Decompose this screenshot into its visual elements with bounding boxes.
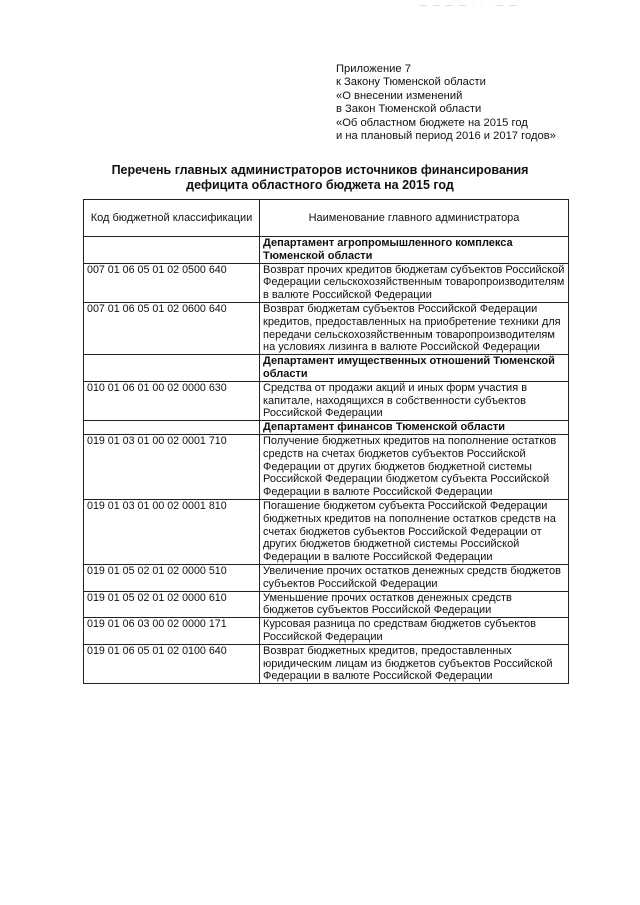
title-line-2: дефицита областного бюджета на 2015 год [186,178,454,192]
budget-code-cell [84,421,260,435]
budget-code-cell: 019 01 06 03 00 02 0000 171 [84,618,260,645]
budget-code-cell: 007 01 06 05 01 02 0500 640 [84,263,260,302]
administrator-name-cell: Возврат бюджетам субъектов Российской Федерации кредитов, предоставленных на приобретение техники для передачи сельскохозяйственным товаропроизводителям на условиях лизинга в валюте Российской Федерации [260,302,569,354]
column-header-code: Код бюджетной классификации [84,200,260,237]
department-name-cell: Департамент имущественных отношений Тюменской области [260,355,569,382]
department-name-cell: Департамент финансов Тюменской области [260,421,569,435]
administrator-name-cell: Возврат прочих кредитов бюджетам субъектов Российской Федерации сельскохозяйственным товаропроизводителям в валюте Российской Федерации [260,263,569,302]
administrator-name-cell: Погашение бюджетом субъекта Российской Федерации бюджетных кредитов на пополнение остатков средств на счетах бюджетов субъектов Российской Федерации от других бюджетов бюджетной системы Российской Федерации в валюте Российской Федерации [260,499,569,564]
table-row [84,618,569,645]
table-header-row [84,200,569,237]
budget-code-cell: 010 01 06 01 00 02 0000 630 [84,381,260,420]
column-header-name: Наименование главного администратора [260,200,569,237]
appendix-line: «О внесении изменений [336,89,463,102]
table-row [84,644,569,683]
appendix-line: Приложение 7 [336,63,411,75]
table-row [84,564,569,591]
table-row [84,434,569,499]
table-row [84,591,569,618]
table-row [84,302,569,354]
budget-code-cell: 019 01 06 05 01 02 0100 640 [84,644,260,683]
table-row [84,263,569,302]
administrator-name-cell: Получение бюджетных кредитов на пополнение остатков средств на счетах бюджетов субъектов Российской Федерации от других бюджетов бюджетной системы Российской Федерации бюджетом субъекта Российской Федерации в валюте Российской Федерации [260,434,569,499]
table-row [84,381,569,420]
department-name-cell: Департамент агропромышленного комплекса Тюменской области [260,237,569,264]
appendix-header [336,63,556,143]
appendix-line: в Закон Тюменской области [336,103,482,116]
department-row [84,355,569,382]
title-line-1: Перечень главных администраторов источников финансирования [111,163,529,177]
department-row [84,421,569,435]
budget-code-cell: 019 01 03 01 00 02 0001 810 [84,499,260,564]
department-row [84,237,569,264]
document-title [60,163,580,193]
appendix-line: и на плановый период 2016 и 2017 годов» [336,130,556,143]
table-body [84,237,569,684]
budget-code-cell: 007 01 06 05 01 02 0600 640 [84,302,260,354]
budget-code-cell: 019 01 05 02 01 02 0000 510 [84,564,260,591]
budget-code-cell: 019 01 03 01 00 02 0001 710 [84,434,260,499]
administrator-name-cell: Курсовая разница по средствам бюджетов субъектов Российской Федерации [260,618,569,645]
administrators-table [83,199,569,684]
budget-code-cell: 019 01 05 02 01 02 0000 610 [84,591,260,618]
administrator-name-cell: Увеличение прочих остатков денежных средств бюджетов субъектов Российской Федерации [260,564,569,591]
budget-code-cell [84,355,260,382]
scan-artifact-marks: — — — — · · · — — [420,2,519,9]
appendix-line: к Закону Тюменской области [336,76,486,89]
administrator-name-cell: Возврат бюджетных кредитов, предоставленных юридическим лицам из бюджетов субъектов Российской Федерации в валюте Российской Федерации [260,644,569,683]
administrator-name-cell: Уменьшение прочих остатков денежных средств бюджетов субъектов Российской Федерации [260,591,569,618]
budget-code-cell [84,237,260,264]
table-row [84,499,569,564]
administrator-name-cell: Средства от продажи акций и иных форм участия в капитале, находящихся в собственности субъектов Российской Федерации [260,381,569,420]
appendix-line: «Об областном бюджете на 2015 год [336,116,528,129]
